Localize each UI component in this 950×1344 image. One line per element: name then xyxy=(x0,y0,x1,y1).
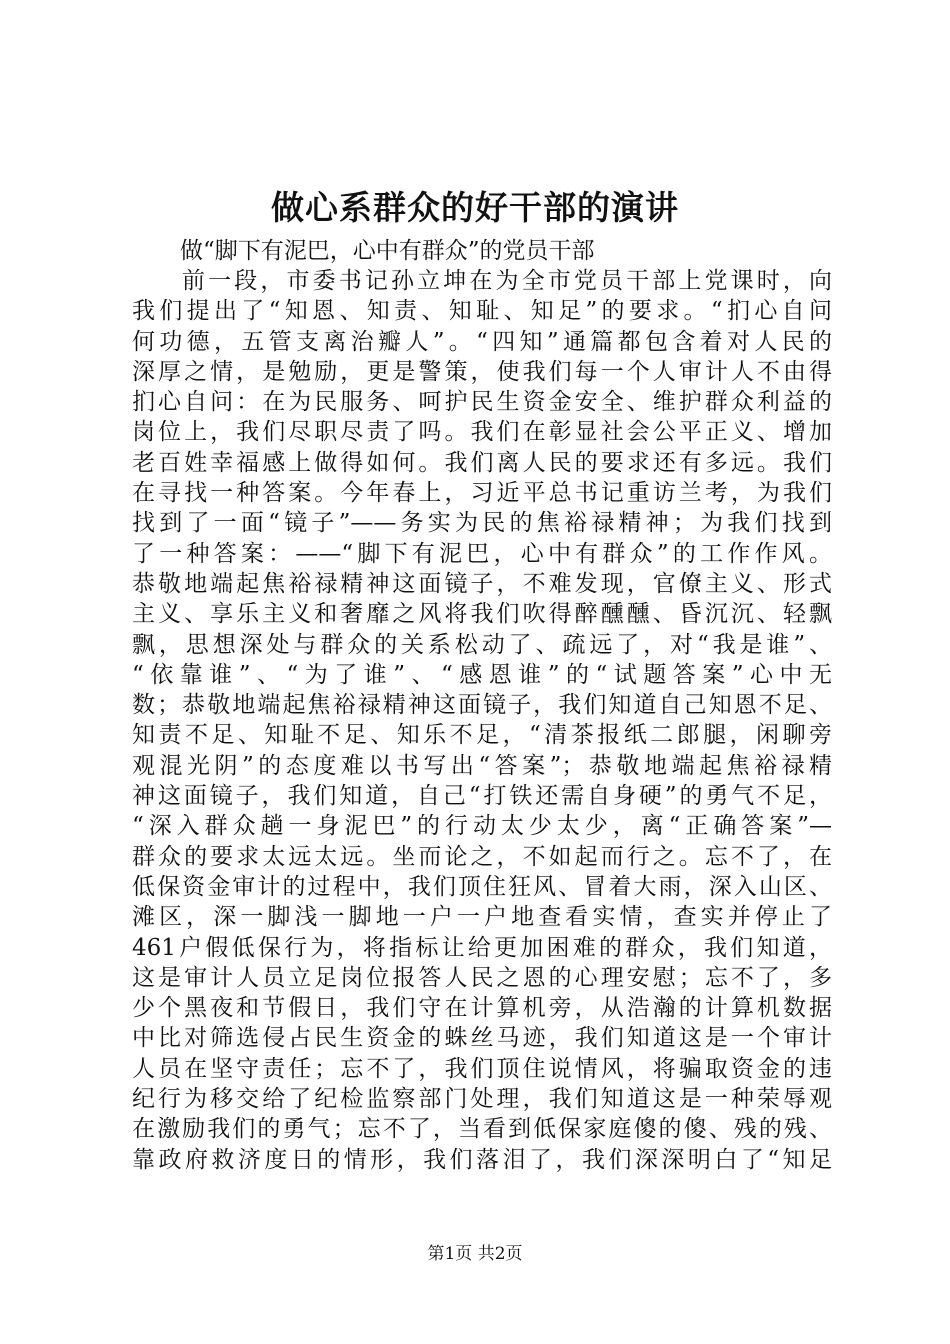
body-line: 知责不足、知耻不足、知乐不足，“清茶报纸二郎腿，闲聊旁 xyxy=(132,722,832,749)
body-line: 我们提出了“知恩、知责、知耻、知足”的要求。“扪心自问 xyxy=(132,298,832,325)
body-text xyxy=(132,266,832,1175)
body-line: 461户假低保行为，将指标让给更加困难的群众，我们知道， xyxy=(132,934,832,961)
body-line: 恭敬地端起焦裕禄精神这面镜子，不难发现，官僚主义、形式 xyxy=(132,570,832,597)
body-line: 中比对筛选侵占民生资金的蛛丝马迹，我们知道这是一个审计 xyxy=(132,1025,832,1052)
body-line: 扪心自问：在为民服务、呵护民生资金安全、维护群众利益的 xyxy=(132,389,832,416)
body-line: 老百姓幸福感上做得如何。我们离人民的要求还有多远。我们 xyxy=(132,449,832,476)
body-line: 前一段，市委书记孙立坤在为全市党员干部上党课时，向 xyxy=(182,268,832,294)
body-line: 群众的要求太远太远。坐而论之，不如起而行之。忘不了，在 xyxy=(132,843,832,870)
body-line: 这是审计人员立足岗位报答人民之恩的心理安慰；忘不了，多 xyxy=(132,964,832,991)
body-line: 靠政府救济度日的情形，我们落泪了，我们深深明白了“知足 xyxy=(132,1146,832,1173)
body-line: 岗位上，我们尽职尽责了吗。我们在彰显社会公平正义、增加 xyxy=(132,419,832,446)
body-line: 纪行为移交给了纪检监察部门处理，我们知道这是一种荣辱观 xyxy=(132,1086,832,1113)
body-line: 神这面镜子，我们知道，自己“打铁还需自身硬”的勇气不足， xyxy=(132,783,832,810)
body-line: 少个黑夜和节假日，我们守在计算机旁，从浩瀚的计算机数据 xyxy=(132,995,832,1022)
body-line: 深厚之情，是勉励，更是警策，使我们每一个人审计人不由得 xyxy=(132,358,832,385)
body-line: “依靠谁”、“为了谁”、“感恩谁”的“试题答案”心中无 xyxy=(132,661,832,688)
body-line: 了一种答案：——“脚下有泥巴，心中有群众”的工作作风。 xyxy=(132,540,832,567)
body-line: 在激励我们的勇气；忘不了，当看到低保家庭傻的傻、残的残、 xyxy=(132,1116,832,1143)
body-line: 飘，思想深处与群众的关系松动了、疏远了，对“我是谁”、 xyxy=(132,631,832,658)
body-line: 主义、享乐主义和奢靡之风将我们吹得醉醺醺、昏沉沉、轻飘 xyxy=(132,601,832,628)
body-line: 滩区，深一脚浅一脚地一户一户地查看实情，查实并停止了 xyxy=(132,904,832,931)
document-subtitle: 做“脚下有泥巴，心中有群众”的党员干部 xyxy=(180,238,595,264)
body-line: 在寻找一种答案。今年春上，习近平总书记重访兰考，为我们 xyxy=(132,480,832,507)
body-line: 数；恭敬地端起焦裕禄精神这面镜子，我们知道自己知恩不足、 xyxy=(132,692,832,719)
body-line: 观混光阴”的态度难以书写出“答案”；恭敬地端起焦裕禄精 xyxy=(132,752,832,779)
body-line: 人员在坚守责任；忘不了，我们顶住说情风，将骗取资金的违 xyxy=(132,1055,832,1082)
body-line: 低保资金审计的过程中，我们顶住狂风、冒着大雨，深入山区、 xyxy=(132,873,832,900)
page-footer: 第1页 共2页 xyxy=(427,1244,523,1264)
body-line: 何功德，五管支离治瓣人”。“四知”通篇都包含着对人民的 xyxy=(132,328,832,355)
body-line: 找到了一面“镜子”——务实为民的焦裕禄精神；为我们找到 xyxy=(132,510,832,537)
document-title: 做心系群众的好干部的演讲 xyxy=(271,188,679,227)
body-line: “深入群众趟一身泥巴”的行动太少太少，离“正确答案”— xyxy=(132,813,832,840)
